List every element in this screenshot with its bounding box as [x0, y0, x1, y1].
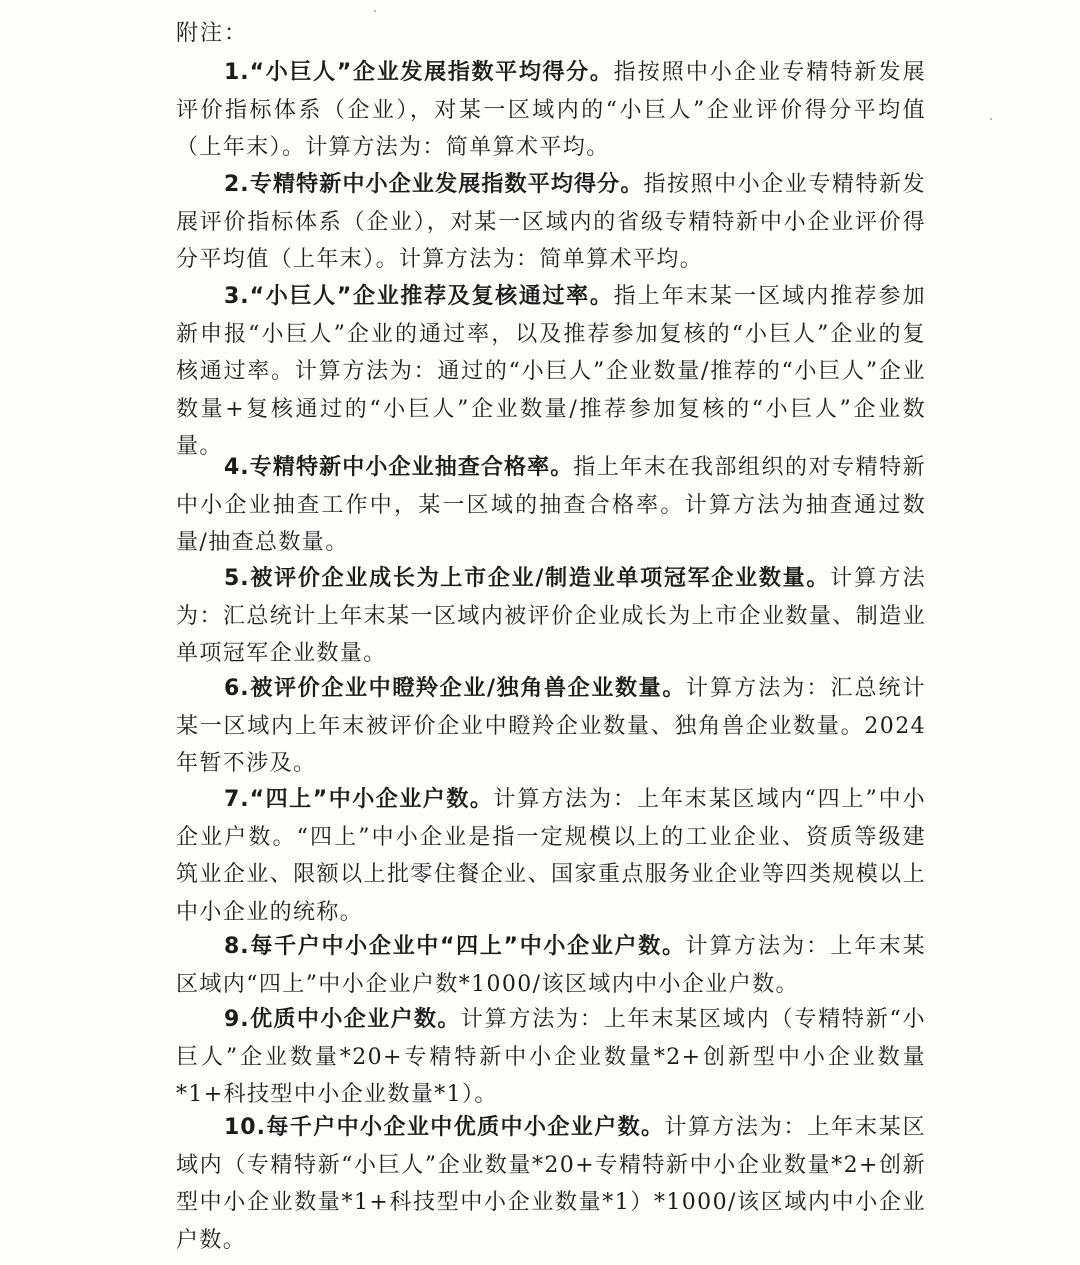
- note-text: 计算方法为：上年末某区域内“四上”中小企业户数*1000/该区域内中小企业户数。: [176, 934, 926, 997]
- note-term: 10.每千户中小企业中优质中小企业户数。: [224, 1115, 665, 1140]
- scan-speck: [374, 10, 376, 12]
- notes-heading: 附注：: [176, 21, 249, 46]
- note-10: [176, 1109, 926, 1259]
- note-term: 5.被评价企业成长为上市企业/制造业单项冠军企业数量。: [224, 566, 831, 591]
- note-4: [176, 449, 926, 562]
- note-text: 指上年末某一区域内推荐参加新申报“小巨人”企业的通过率，以及推荐参加复核的“小巨人”企业的复核通过率。计算方法为：通过的“小巨人”企业数量/推荐的“小巨人”企业数量+复核通过的“小巨人”企业数量/推荐参加复核的“小巨人”企业数量。: [176, 284, 926, 459]
- note-term: 9.优质中小企业户数。: [224, 1007, 461, 1032]
- note-term: 6.被评价企业中瞪羚企业/独角兽企业数量。: [224, 676, 686, 701]
- note-term: 8.每千户中小企业中“四上”中小企业户数。: [224, 934, 686, 959]
- note-8: [176, 928, 926, 1003]
- note-text: 计算方法为：汇总统计上年末某一区域内被评价企业成长为上市企业数量、制造业单项冠军企业数量。: [176, 566, 927, 666]
- note-term: 3.“小巨人”企业推荐及复核通过率。: [224, 284, 614, 309]
- note-text: 指按照中小企业专精特新发展评价指标体系（企业），对某一区域内的省级专精特新中小企业评价得分平均值（上年末）。计算方法为：简单算术平均。: [176, 172, 926, 272]
- note-text: 指上年末在我部组织的对专精特新中小企业抽查工作中，某一区域的抽查合格率。计算方法为抽查通过数量/抽查总数量。: [176, 455, 926, 555]
- note-2: [176, 166, 926, 279]
- note-1: [176, 54, 926, 167]
- note-text: 计算方法为：汇总统计某一区域内上年末被评价企业中瞪羚企业数量、独角兽企业数量。2024 年暂不涉及。: [176, 676, 926, 776]
- note-text: 计算方法为：上年末某区域内（专精特新“小巨人”企业数量*20+专精特新中小企业数量*2+创新型中小企业数量*1+科技型中小企业数量*1）*1000/该区域内中小企业户数。: [176, 1115, 926, 1253]
- note-term: 4.专精特新中小企业抽查合格率。: [224, 455, 574, 480]
- scan-speck: [990, 118, 992, 120]
- note-text: 计算方法为：上年末某区域内（专精特新“小巨人”企业数量*20+专精特新中小企业数量*2+创新型中小企业数量*1+科技型中小企业数量*1）。: [176, 1007, 927, 1107]
- note-text: 计算方法为：上年末某区域内“四上”中小企业户数。“四上”中小企业是指一定规模以上的工业企业、资质等级建筑业企业、限额以上批零住餐企业、国家重点服务业企业等四类规模以上中小企业的统称。: [176, 787, 926, 925]
- note-text: 指按照中小企业专精特新发展评价指标体系（企业），对某一区域内的“小巨人”企业评价得分平均值（上年末）。计算方法为：简单算术平均。: [176, 60, 926, 160]
- note-term: 1.“小巨人”企业发展指数平均得分。: [224, 60, 614, 85]
- note-3: [176, 278, 926, 466]
- note-term: 2.专精特新中小企业发展指数平均得分。: [224, 172, 644, 197]
- note-5: [176, 560, 926, 673]
- note-term: 7.“四上”中小企业户数。: [224, 787, 494, 812]
- note-7: [176, 781, 926, 931]
- note-9: [176, 1001, 926, 1114]
- note-6: [176, 670, 926, 783]
